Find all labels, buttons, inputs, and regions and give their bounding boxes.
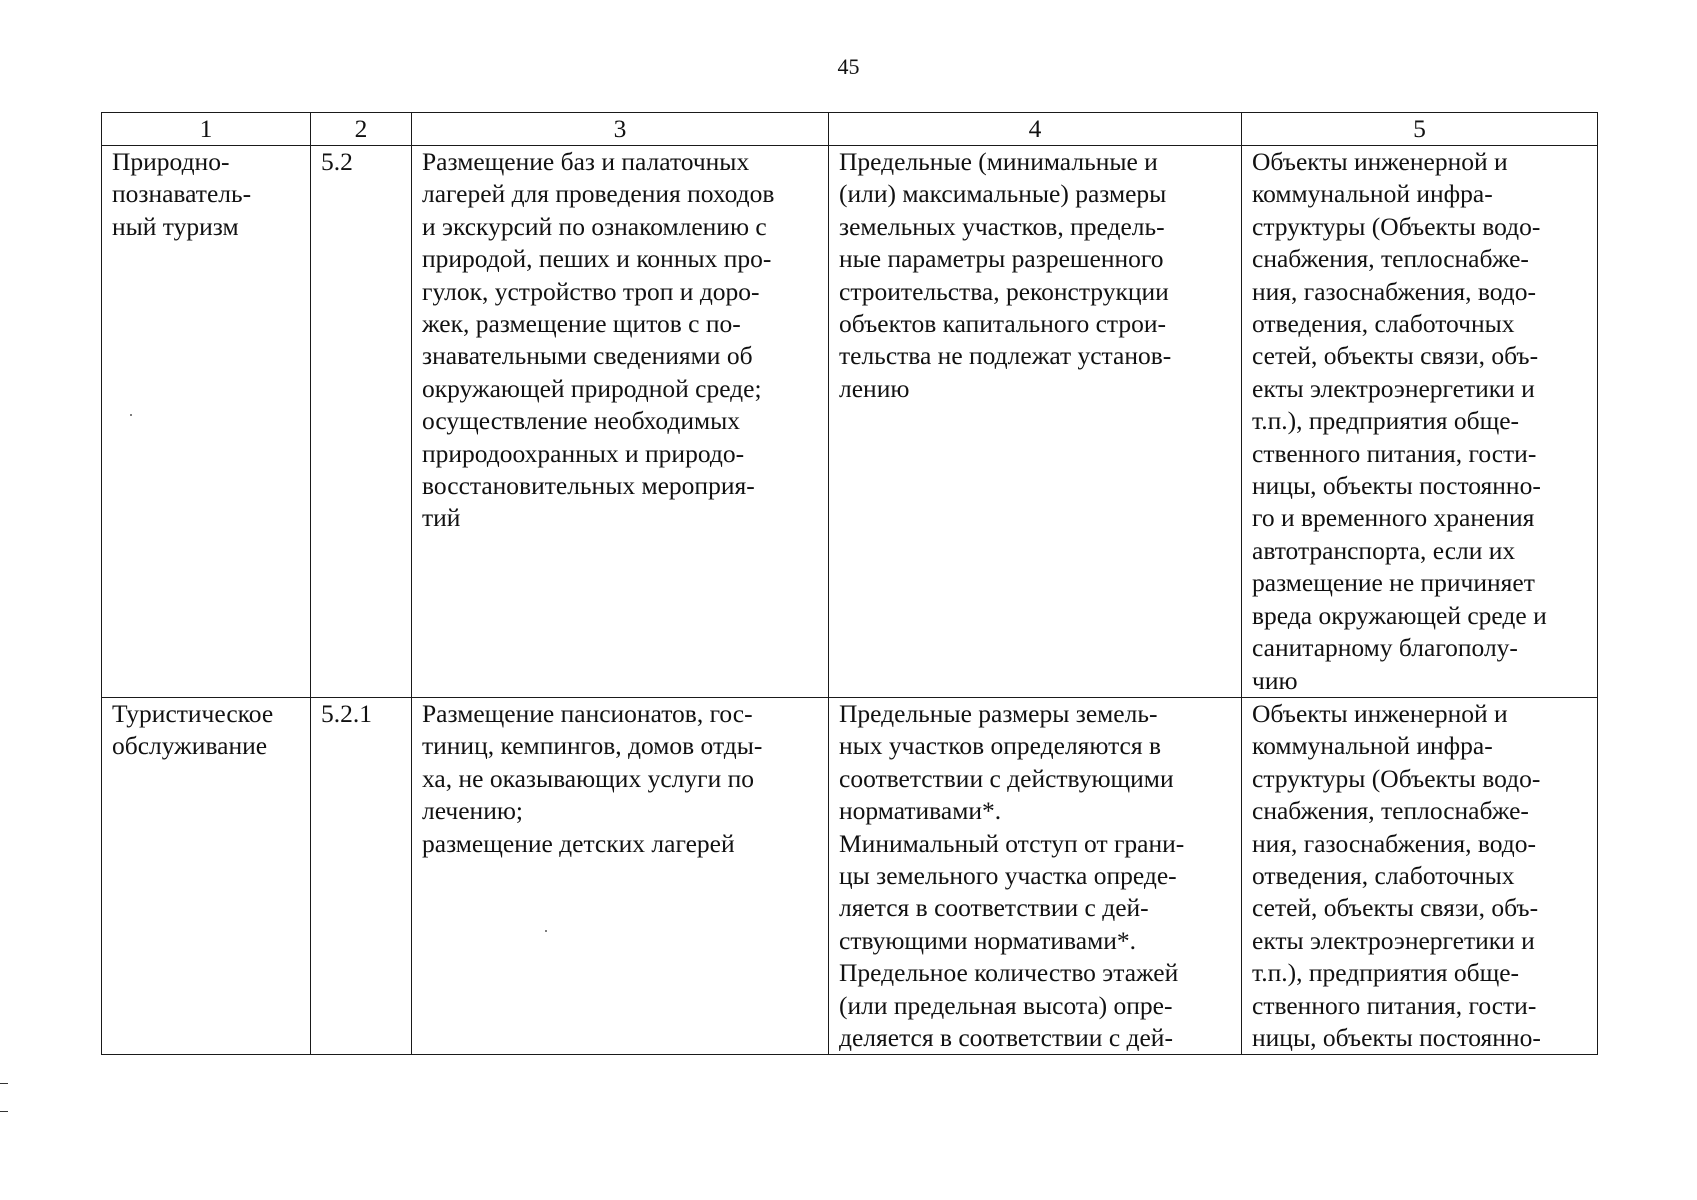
- column-number-row: [102, 113, 1598, 146]
- use-type-code: 5.2: [311, 146, 412, 698]
- use-type-code: 5.2.1: [311, 698, 412, 1055]
- construction-parameters: Предельные размеры земель- ных участков определяются в соответствии с действующими нормативами*. Минимальный отступ от грани- цы земельного участка опреде- ляется в соответствии с дей- ствующими нормативами*. Предельное количество этажей (или предельная высота) опре- деляется в соответствии с дей-: [829, 698, 1242, 1055]
- margin-mark: [0, 1083, 8, 1084]
- use-type-name: Природно- познаватель- ный туризм: [102, 146, 311, 698]
- auxiliary-uses: Объекты инженерной и коммунальной инфра- структуры (Объекты водо- снабжения, теплоснабже- ния, газоснабжения, водо- отведения, слаботочных сетей, объекты связи, объ- екты электроэнергетики и т.п.), предприятия обще- ственного питания, гости- ницы, объекты постоянно- го и временного хранения автотранспорта, если их размещение не причиняет вреда окружающей среде и санитарному благополу- чию: [1242, 146, 1598, 698]
- construction-parameters: Предельные (минимальные и (или) максимальные) размеры земельных участков, предель- ные параметры разрешенного строительства, реконструкции объектов капитального строи- тельства не подлежат установ- лению: [829, 146, 1242, 698]
- use-type-name: Туристическое обслуживание: [102, 698, 311, 1055]
- scan-dot: [130, 414, 132, 416]
- use-type-description: Размещение пансионатов, гос- тиниц, кемпингов, домов отды- ха, не оказывающих услуги по лечению; размещение детских лагерей: [412, 698, 829, 1055]
- column-header-5: 5: [1242, 113, 1598, 146]
- use-type-description: Размещение баз и палаточных лагерей для проведения походов и экскурсий по ознакомлению с природой, пеших и конных про- гулок, устройство троп и доро- жек, размещение щитов с по- знавательными сведениями об окружающей природной среде; осуществление необходимых природоохранных и природо- восстановительных мероприя- тий: [412, 146, 829, 698]
- margin-mark: [0, 1111, 8, 1112]
- zoning-table: [101, 112, 1598, 1055]
- table-row: [102, 698, 1598, 1055]
- scan-dot: [545, 930, 547, 932]
- column-header-4: 4: [829, 113, 1242, 146]
- column-header-1: 1: [102, 113, 311, 146]
- auxiliary-uses: Объекты инженерной и коммунальной инфра- структуры (Объекты водо- снабжения, теплоснабже- ния, газоснабжения, водо- отведения, слаботочных сетей, объекты связи, объ- екты электроэнергетики и т.п.), предприятия обще- ственного питания, гости- ницы, объекты постоянно-: [1242, 698, 1598, 1055]
- column-header-3: 3: [412, 113, 829, 146]
- page-number: 45: [837, 54, 860, 79]
- column-header-2: 2: [311, 113, 412, 146]
- table-row: [102, 146, 1598, 698]
